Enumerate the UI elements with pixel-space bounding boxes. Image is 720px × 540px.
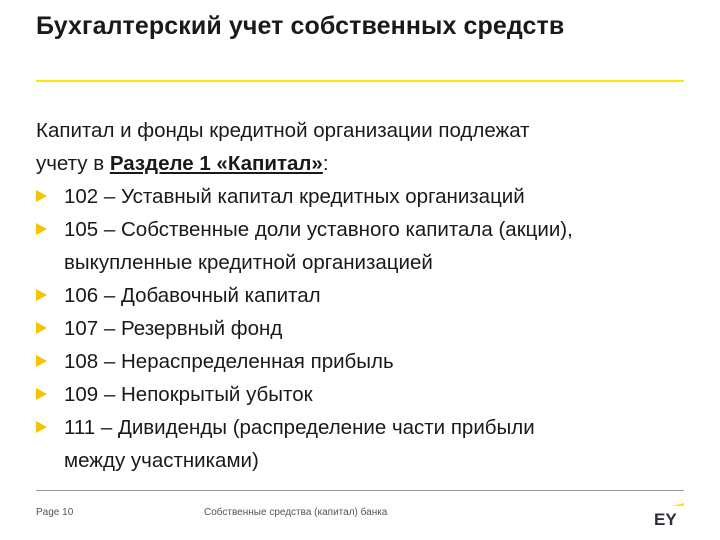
triangle-right-icon [36, 289, 47, 301]
list-item [36, 345, 686, 378]
list-item-line: выкупленные кредитной организацией [64, 251, 433, 274]
list-item-line: 111 – Дивиденды (распределение части прибыли [64, 416, 535, 439]
triangle-right-icon [36, 322, 47, 334]
list-item-line: 106 – Добавочный капитал [64, 284, 321, 307]
list-item [36, 378, 686, 411]
list-item [36, 213, 686, 279]
footer-caption: Собственные средства (капитал) банка [204, 507, 388, 518]
list-item-line: 105 – Собственные доли уставного капитала (акции), [64, 218, 573, 241]
logo-accent-shape [672, 503, 684, 506]
page-number: Page 10 [36, 507, 74, 518]
intro-prefix: учету в [36, 152, 110, 175]
list-item [36, 312, 686, 345]
list-item [36, 180, 686, 213]
list-item-line: 102 – Уставный капитал кредитных организаций [64, 185, 525, 208]
triangle-right-icon [36, 190, 47, 202]
account-list [36, 180, 686, 477]
triangle-right-icon [36, 223, 47, 235]
title-underline [36, 80, 684, 82]
section-reference: Разделе 1 «Капитал» [109, 152, 323, 175]
intro-line-1: Капитал и фонды кредитной организации подлежат [36, 119, 530, 142]
list-item-line: 109 – Непокрытый убыток [64, 383, 313, 406]
intro-line-2 [36, 147, 686, 180]
slide-title: Бухгалтерский учет собственных средств [36, 12, 565, 40]
triangle-right-icon [36, 355, 47, 367]
footer-divider [36, 490, 684, 491]
list-item [36, 411, 686, 477]
list-item [36, 279, 686, 312]
intro-suffix: : [322, 152, 329, 175]
logo-text: EY [654, 510, 677, 527]
triangle-right-icon [36, 388, 47, 400]
triangle-right-icon [36, 421, 47, 433]
ey-logo [653, 503, 685, 527]
list-item-line: 108 – Нераспределенная прибыль [64, 350, 394, 373]
list-item-line: между участниками) [64, 449, 259, 472]
list-item-line: 107 – Резервный фонд [64, 317, 283, 340]
slide-body [36, 114, 686, 477]
